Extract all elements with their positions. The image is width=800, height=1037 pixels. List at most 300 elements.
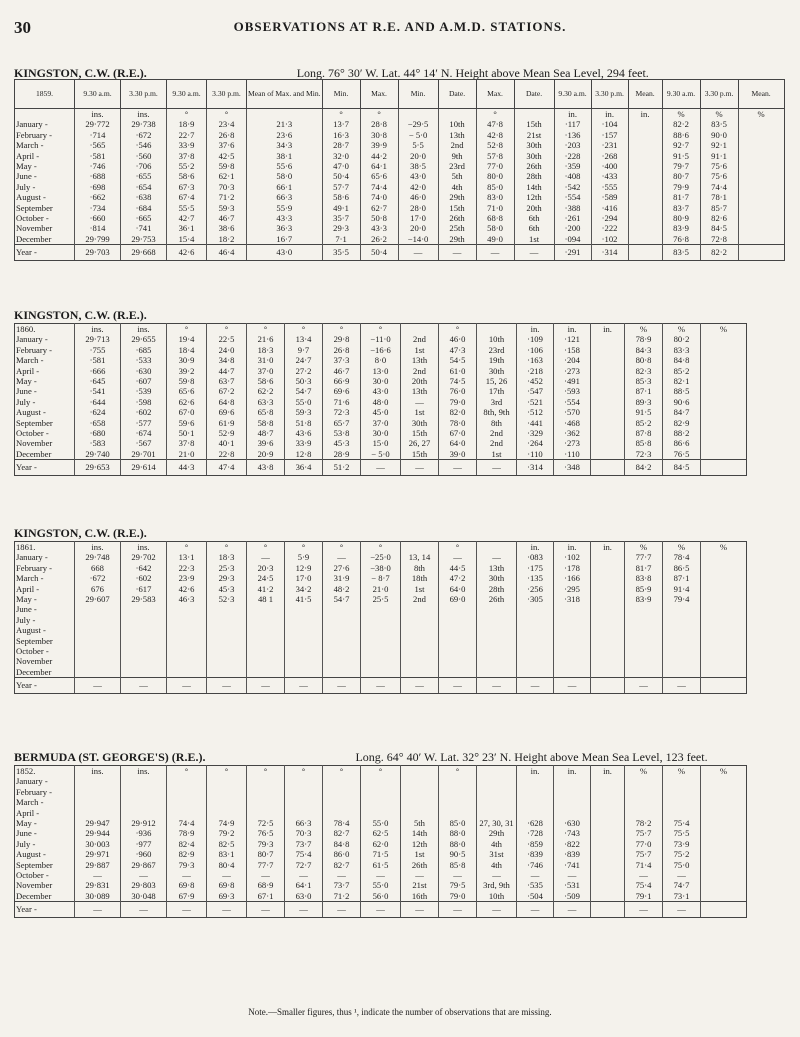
table-cell: 42·7 <box>167 213 207 223</box>
table-cell: 1st <box>401 407 439 417</box>
table-cell: 35·5 <box>322 245 360 260</box>
table-cell: 30·8 <box>360 130 398 140</box>
table-cell <box>591 902 625 917</box>
table-cell <box>591 646 625 656</box>
table-cell: ins. <box>75 542 121 553</box>
table-cell: 67·3 <box>167 182 207 192</box>
table-cell <box>439 667 477 678</box>
table-cell: 29th <box>477 828 517 838</box>
table-cell: 83·5 <box>662 245 700 260</box>
table-cell: 38·1 <box>247 151 323 161</box>
table-cell <box>701 667 747 678</box>
table-cell <box>701 366 747 376</box>
table-cell: 62·6 <box>167 397 207 407</box>
table-cell <box>285 615 323 625</box>
table-cell: ° <box>167 109 207 120</box>
table-cell: 80·9 <box>662 213 700 223</box>
table-cell: 2nd <box>401 366 439 376</box>
table-cell: 31·0 <box>247 355 285 365</box>
table-cell <box>121 808 167 818</box>
table-cell: ·102 <box>591 234 628 245</box>
table-cell: ° <box>361 324 401 335</box>
table-cell: ·359 <box>554 161 591 171</box>
table-cell: 47·0 <box>322 161 360 171</box>
station-location: Long. 76° 30′ W. Lat. 44° 14′ N. Height above Mean Sea Level, 294 feet. <box>296 66 649 80</box>
page-number: 30 <box>14 18 31 37</box>
table-cell: ·666 <box>75 366 121 376</box>
table-row <box>15 880 747 890</box>
month-label: November <box>15 880 75 890</box>
column-header: Date. <box>438 80 476 109</box>
table-cell: in. <box>554 766 591 777</box>
table-cell: 76·5 <box>663 449 701 460</box>
table-cell: 41·5 <box>285 594 323 604</box>
table-cell <box>361 808 401 818</box>
table-cell: 59·8 <box>167 376 207 386</box>
table-cell: 84·8 <box>663 355 701 365</box>
table-cell: 30th <box>477 573 517 583</box>
table-cell: — <box>121 870 167 880</box>
table-cell <box>401 656 439 666</box>
table-cell <box>75 646 121 656</box>
table-cell: 59·6 <box>167 418 207 428</box>
table-cell <box>121 625 167 635</box>
table-cell: 6th <box>514 213 554 223</box>
table-cell: ·565 <box>75 140 121 150</box>
table-cell <box>738 223 784 233</box>
table-cell <box>517 604 554 614</box>
table-row <box>15 161 785 171</box>
table-row <box>15 119 785 129</box>
table-cell <box>247 615 285 625</box>
table-cell: 29·653 <box>75 460 121 475</box>
column-header: Max. <box>476 80 514 109</box>
table-cell <box>75 808 121 818</box>
year-label: Year - <box>15 678 75 693</box>
table-cell: ·674 <box>121 428 167 438</box>
table-cell: 42·8 <box>476 130 514 140</box>
table-cell <box>701 345 747 355</box>
table-cell: % <box>663 324 701 335</box>
table-cell: — <box>361 460 401 475</box>
year-label: Year - <box>15 902 75 917</box>
table-cell: 17·0 <box>285 573 323 583</box>
table-cell <box>738 182 784 192</box>
table-cell: ° <box>167 766 207 777</box>
table-cell: 29th <box>438 192 476 202</box>
table-cell: % <box>625 324 663 335</box>
month-label: November <box>15 656 75 666</box>
table-cell: 75·2 <box>663 849 701 859</box>
table-cell <box>517 625 554 635</box>
table-cell <box>247 625 285 635</box>
table-cell: ·273 <box>554 438 591 448</box>
table-cell: ·698 <box>75 182 121 192</box>
table-cell: ·228 <box>554 151 591 161</box>
column-header: 3.30 p.m. <box>700 80 738 109</box>
table-cell: — <box>439 460 477 475</box>
table-cell: 92·1 <box>700 140 738 150</box>
table-cell: — <box>361 870 401 880</box>
table-cell: ·163 <box>517 355 554 365</box>
table-cell: 20th <box>514 203 554 213</box>
table-cell: 75·4 <box>663 818 701 828</box>
table-cell: 9th <box>438 151 476 161</box>
table-row <box>15 140 785 150</box>
table-cell: 74·0 <box>360 192 398 202</box>
table-cell: 29th <box>438 234 476 245</box>
table-cell: ·839 <box>517 849 554 859</box>
table-cell: ·204 <box>554 355 591 365</box>
month-label: December <box>15 891 75 902</box>
table-cell <box>247 656 285 666</box>
table-cell <box>628 213 662 223</box>
table-cell: 676 <box>75 584 121 594</box>
observations-table <box>14 541 747 694</box>
table-cell: 25·5 <box>361 594 401 604</box>
table-cell: — <box>477 460 517 475</box>
table-cell: — <box>663 870 701 880</box>
table-cell: 82·1 <box>663 376 701 386</box>
table-cell: 73·9 <box>663 839 701 849</box>
table-cell: 30·9 <box>167 355 207 365</box>
table-cell <box>477 646 517 656</box>
table-cell: ins. <box>75 766 121 777</box>
month-label: December <box>15 234 75 245</box>
table-cell: 70·3 <box>285 828 323 838</box>
month-label: 1860. <box>15 324 75 335</box>
table-cell <box>625 604 663 614</box>
table-cell: 10th <box>477 334 517 344</box>
table-row <box>15 109 785 120</box>
table-cell <box>591 449 625 460</box>
table-cell: 43·3 <box>247 213 323 223</box>
table-cell <box>361 776 401 786</box>
table-cell: ·734 <box>75 203 121 213</box>
table-cell: 55·6 <box>247 161 323 171</box>
table-cell: 59·3 <box>207 203 247 213</box>
table-cell <box>738 119 784 129</box>
table-cell: 29·944 <box>75 828 121 838</box>
table-cell <box>701 818 747 828</box>
table-cell <box>361 615 401 625</box>
table-cell: 87·1 <box>663 573 701 583</box>
year-label: Year - <box>15 460 75 475</box>
table-cell: ·662 <box>75 192 121 202</box>
table-cell: ·583 <box>75 438 121 448</box>
table-row <box>15 594 747 604</box>
table-cell: 29·583 <box>121 594 167 604</box>
table-cell: 39·6 <box>247 438 285 448</box>
table-cell: 74·9 <box>207 818 247 828</box>
table-cell <box>247 787 285 797</box>
table-cell: ° <box>361 542 401 553</box>
table-cell: 67·0 <box>439 428 477 438</box>
table-cell <box>701 678 747 693</box>
column-header: Min. <box>322 80 360 109</box>
table-cell: 21·0 <box>167 449 207 460</box>
table-cell <box>738 140 784 150</box>
table-cell <box>439 636 477 646</box>
table-cell: ·135 <box>517 573 554 583</box>
table-cell <box>207 656 247 666</box>
table-row <box>15 171 785 181</box>
table-cell: 36·1 <box>167 223 207 233</box>
table-cell: 24·7 <box>285 355 323 365</box>
table-cell: 33·9 <box>167 140 207 150</box>
table-cell: ·936 <box>121 828 167 838</box>
table-cell: ·814 <box>75 223 121 233</box>
table-cell <box>554 776 591 786</box>
table-cell: 20·0 <box>398 223 438 233</box>
table-cell: — <box>439 902 477 917</box>
table-cell: ·400 <box>591 161 628 171</box>
table-cell: ·672 <box>121 130 167 140</box>
table-cell <box>591 397 625 407</box>
month-label: February - <box>15 563 75 573</box>
table-cell <box>121 797 167 807</box>
table-cell <box>285 656 323 666</box>
table-cell: ·977 <box>121 839 167 849</box>
table-cell: 34·2 <box>285 584 323 594</box>
table-cell: ·589 <box>591 192 628 202</box>
table-cell: — <box>663 678 701 693</box>
table-cell: 10th <box>438 119 476 129</box>
table-cell: 83·5 <box>700 119 738 129</box>
table-cell: 1st <box>401 345 439 355</box>
table-row <box>15 787 747 797</box>
table-cell: 86·0 <box>323 849 361 859</box>
table-cell: — <box>625 902 663 917</box>
table-cell: 75·4 <box>625 880 663 890</box>
table-cell: ·109 <box>517 334 554 344</box>
table-cell: 65·8 <box>247 407 285 417</box>
table-cell <box>663 656 701 666</box>
table-cell: ·685 <box>121 345 167 355</box>
table-cell: 20·3 <box>247 563 285 573</box>
table-cell: ·504 <box>517 891 554 902</box>
table-cell: 39·0 <box>439 449 477 460</box>
table-cell: in. <box>591 766 625 777</box>
table-cell: 29·8 <box>323 334 361 344</box>
table-cell: 77·7 <box>625 552 663 562</box>
table-cell <box>514 109 554 120</box>
table-cell: 67·0 <box>167 407 207 417</box>
table-cell: ·348 <box>554 460 591 475</box>
table-cell: 13·4 <box>285 334 323 344</box>
column-header: 9.30 a.m. <box>167 80 207 109</box>
table-cell: 39·2 <box>167 366 207 376</box>
table-cell <box>361 797 401 807</box>
table-cell: 46·0 <box>439 334 477 344</box>
table-cell <box>701 438 747 448</box>
table-cell: 58·6 <box>247 376 285 386</box>
table-cell: 26·8 <box>323 345 361 355</box>
table-cell: 9·7 <box>285 345 323 355</box>
table-cell <box>625 808 663 818</box>
table-cell <box>477 797 517 807</box>
table-cell: 69·0 <box>439 594 477 604</box>
table-cell <box>628 203 662 213</box>
table-cell: 7·1 <box>322 234 360 245</box>
table-cell <box>663 776 701 786</box>
table-cell <box>701 646 747 656</box>
table-cell: % <box>701 542 747 553</box>
table-cell <box>591 870 625 880</box>
table-cell <box>361 787 401 797</box>
table-cell: 55·9 <box>247 203 323 213</box>
table-row <box>15 428 747 438</box>
table-cell: 4th <box>477 839 517 849</box>
table-cell <box>625 646 663 656</box>
table-cell: — <box>207 902 247 917</box>
table-cell: 54·7 <box>285 386 323 396</box>
month-label: October - <box>15 428 75 438</box>
table-cell: 21·0 <box>361 584 401 594</box>
table-cell: 2nd <box>401 334 439 344</box>
table-cell: 30·0 <box>361 428 401 438</box>
table-cell: 13th <box>401 386 439 396</box>
table-cell <box>701 449 747 460</box>
table-cell: 52·8 <box>476 140 514 150</box>
table-cell <box>361 646 401 656</box>
table-cell <box>439 797 477 807</box>
observations-table <box>14 323 747 476</box>
table-cell: in. <box>554 324 591 335</box>
column-header-row <box>15 80 785 109</box>
table-cell: 55·5 <box>167 203 207 213</box>
table-row <box>15 808 747 818</box>
month-label: October - <box>15 870 75 880</box>
table-cell: 68·9 <box>247 880 285 890</box>
table-cell: — <box>477 870 517 880</box>
table-cell: 27·2 <box>285 366 323 376</box>
table-cell: 86·6 <box>663 438 701 448</box>
table-row <box>15 130 785 140</box>
table-cell: ·672 <box>75 573 121 583</box>
month-label <box>15 109 75 120</box>
table-cell <box>591 818 625 828</box>
table-cell: −16·6 <box>361 345 401 355</box>
table-cell: ·178 <box>554 563 591 573</box>
table-cell: ·121 <box>554 334 591 344</box>
table-cell: 58·8 <box>247 418 285 428</box>
table-cell <box>591 355 625 365</box>
table-cell: 82·2 <box>700 245 738 260</box>
table-cell: 63·7 <box>207 376 247 386</box>
month-label: February - <box>15 787 75 797</box>
table-cell: 47·4 <box>207 460 247 475</box>
table-cell <box>701 397 747 407</box>
table-cell <box>591 438 625 448</box>
table-cell: % <box>701 766 747 777</box>
table-row <box>15 324 747 335</box>
table-cell: % <box>701 324 747 335</box>
table-cell: 29·607 <box>75 594 121 604</box>
table-cell: 69·6 <box>207 407 247 417</box>
month-label: August - <box>15 849 75 859</box>
table-row <box>15 192 785 202</box>
table-cell: 4th <box>477 860 517 870</box>
table-cell: 44·3 <box>167 460 207 475</box>
table-cell: ·665 <box>121 213 167 223</box>
table-cell: — <box>323 552 361 562</box>
table-cell: 28th <box>477 584 517 594</box>
table-cell: 76·8 <box>662 234 700 245</box>
table-cell: 28·7 <box>322 140 360 150</box>
table-cell <box>701 355 747 365</box>
table-cell: ·593 <box>554 386 591 396</box>
table-cell: 52·9 <box>207 428 247 438</box>
month-label: November <box>15 223 75 233</box>
table-cell: ° <box>476 109 514 120</box>
table-cell: ·318 <box>554 594 591 604</box>
table-cell: ·521 <box>517 397 554 407</box>
table-cell: 75·7 <box>625 849 663 859</box>
table-cell: ° <box>439 542 477 553</box>
table-cell <box>628 140 662 150</box>
table-cell: ·680 <box>75 428 121 438</box>
table-cell <box>517 797 554 807</box>
table-cell <box>167 656 207 666</box>
table-cell: 79·1 <box>625 891 663 902</box>
table-cell: 55·0 <box>361 880 401 890</box>
table-cell: 37·8 <box>167 438 207 448</box>
table-cell: 29·831 <box>75 880 121 890</box>
table-cell: 43·0 <box>361 386 401 396</box>
table-cell: 46·3 <box>167 594 207 604</box>
table-cell <box>401 776 439 786</box>
table-cell: 31st <box>477 849 517 859</box>
table-cell: 65·7 <box>323 418 361 428</box>
table-cell: − 8·7 <box>361 573 401 583</box>
table-cell: 59·3 <box>285 407 323 417</box>
table-cell <box>207 797 247 807</box>
table-cell: 6th <box>514 223 554 233</box>
table-cell <box>701 860 747 870</box>
table-cell <box>323 667 361 678</box>
table-cell: 12·8 <box>285 449 323 460</box>
table-cell: 50·8 <box>360 213 398 223</box>
table-cell: 74·4 <box>167 818 207 828</box>
table-cell: ° <box>360 109 398 120</box>
table-cell <box>121 636 167 646</box>
table-cell: — <box>207 678 247 693</box>
table-cell: ·264 <box>517 438 554 448</box>
table-cell: 13th <box>401 355 439 365</box>
table-row <box>15 667 747 678</box>
table-cell: ·728 <box>517 828 554 838</box>
table-cell: 62·2 <box>247 386 285 396</box>
table-cell: 77·0 <box>476 161 514 171</box>
month-label: April - <box>15 584 75 594</box>
table-cell: ·642 <box>121 563 167 573</box>
month-label: June - <box>15 171 75 181</box>
table-cell: 67·2 <box>207 386 247 396</box>
table-cell: 83·1 <box>207 849 247 859</box>
table-cell: ·706 <box>121 161 167 171</box>
table-cell: ins. <box>121 542 167 553</box>
table-cell: ·218 <box>517 366 554 376</box>
table-cell: — <box>247 552 285 562</box>
table-cell: 54·5 <box>439 355 477 365</box>
table-cell: 29·702 <box>121 552 167 562</box>
table-cell <box>477 615 517 625</box>
table-cell <box>591 460 625 475</box>
table-cell: 25·3 <box>207 563 247 573</box>
table-cell: in. <box>517 542 554 553</box>
table-cell: 82·3 <box>625 366 663 376</box>
